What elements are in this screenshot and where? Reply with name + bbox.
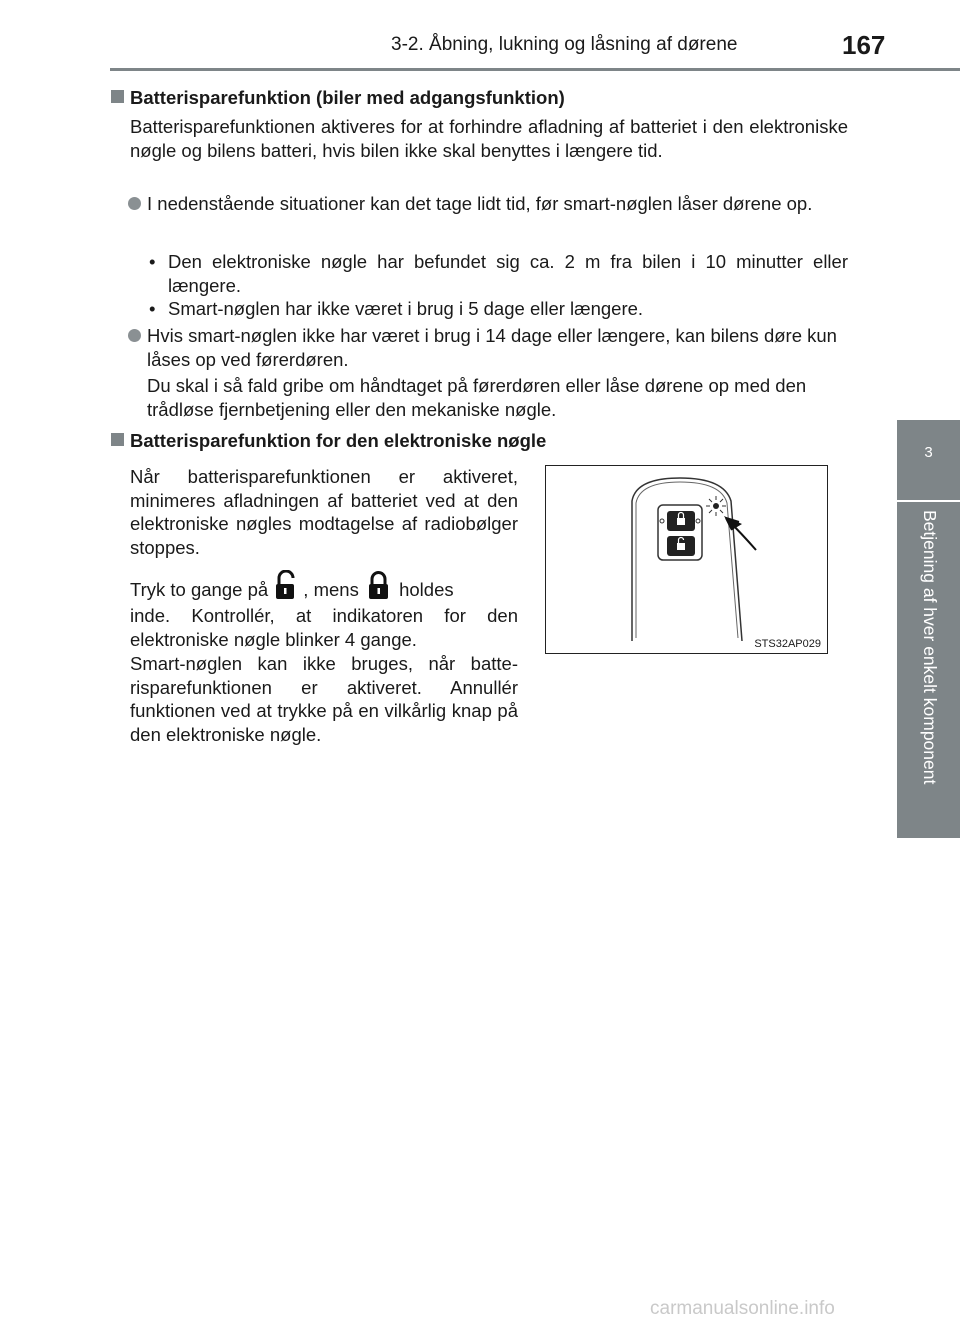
sub-point: Den elektroniske nøgle har befundet sig ca. 2 m fra bilen i 10 minutter eller længere. <box>168 251 848 296</box>
section-title: 3-2. Åbning, lukning og låsning af dørene <box>391 34 738 55</box>
watermark-text: carmanualsonline.info <box>650 1298 835 1319</box>
lock-icon <box>364 570 394 602</box>
chapter-number: 3 <box>924 444 933 461</box>
instruction-text: Tryk to gange på <box>130 579 269 600</box>
section-heading <box>111 430 546 452</box>
square-bullet-icon <box>111 90 124 103</box>
heading-text: Batterisparefunktion for den elektroniske nøgle <box>130 430 547 451</box>
unlock-icon <box>273 570 303 602</box>
instruction-text: , mens <box>303 579 359 600</box>
figure-code: STS32AP029 <box>754 638 821 650</box>
instruction-text: holdes <box>399 579 454 600</box>
instruction-continued: inde. Kontrollér, at indikatoren for den elektroniske nøgle blinker 4 gange. <box>130 605 518 650</box>
chapter-title: Betjening af hver enkelt komponent <box>920 510 940 785</box>
point-paragraph: Hvis smart-nøglen ikke har været i brug i 14 dage eller længere, kan bilens døre kun låses op ved førerdøren. <box>147 325 837 370</box>
circle-bullet-icon <box>128 329 141 342</box>
sub-point: Smart-nøglen har ikke været i brug i 5 dage eller længere. <box>168 298 644 319</box>
header-divider <box>110 68 960 71</box>
heading-text: Batterisparefunktion (biler med adgangsfunktion) <box>130 87 565 108</box>
chapter-title-tab <box>897 502 960 838</box>
electronic-key-drawing <box>546 466 826 652</box>
section2-paragraph: Når batterisparefunktionen er aktiveret, minimeres afladningen af batteriet ved at den elektroniske nøgles modtagelse af radiobølger stoppes. <box>130 466 518 558</box>
intro-paragraph: Batterisparefunktionen aktiveres for at forhindre afladning af batteriet i den elektroniske nøgle og bilens batteri, hvis bilen ikke skal benyttes i længere tid. <box>130 116 848 161</box>
dash-bullet: • <box>149 251 156 272</box>
square-bullet-icon <box>111 433 124 446</box>
key-illustration <box>545 465 828 654</box>
dash-bullet: • <box>149 298 156 319</box>
instruction-paragraph <box>130 570 518 602</box>
chapter-number-tab <box>897 420 960 500</box>
circle-bullet-icon <box>128 197 141 210</box>
page-number: 167 <box>842 30 886 60</box>
section2-paragraph: Smart-nøglen kan ikke bruges, når batte-risparefunktionen er aktiveret. Annullér funktionen ved at trykke på en vilkårlig knap på den elektroniske nøgle. <box>130 653 518 745</box>
point-paragraph: Du skal i så fald gribe om håndtaget på førerdøren eller låse dørene op med den trådløse fjernbetjening eller den mekaniske nøgle. <box>147 375 807 420</box>
section-heading <box>111 87 565 109</box>
point-paragraph: I nedenstående situationer kan det tage lidt tid, før smart-nøglen låser dørene op. <box>147 193 813 214</box>
